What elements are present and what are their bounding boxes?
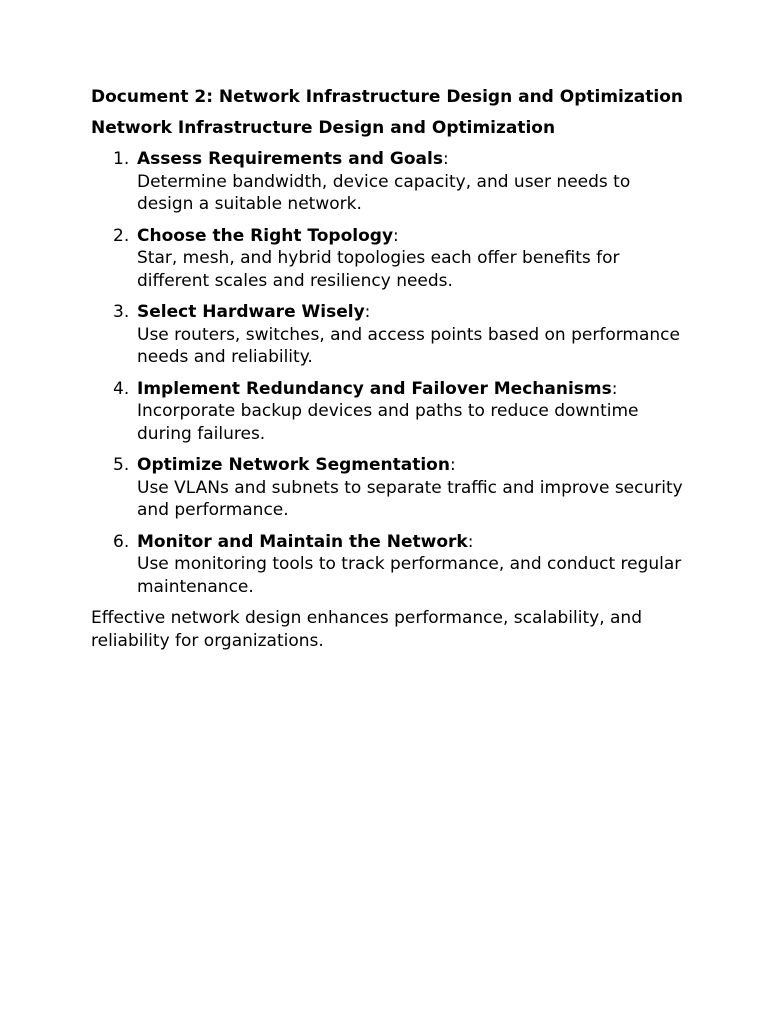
step-description: Determine bandwidth, device capacity, and user needs to design a suitable network. [137, 171, 631, 214]
step-heading: Choose the Right Topology [137, 225, 394, 246]
steps-list [91, 148, 691, 598]
step-heading: Assess Requirements and Goals [137, 149, 443, 169]
step-number: 1. [113, 149, 130, 169]
document-page [91, 86, 691, 652]
step-description: Star, mesh, and hybrid topologies each offer benefits for different scales and resiliency needs. [137, 248, 620, 291]
step-number: 6. [113, 531, 130, 552]
closing-paragraph: Effective network design enhances performance, scalability, and reliability for organizations. [91, 608, 642, 651]
document-title: Document 2: Network Infrastructure Design and Optimization [91, 87, 683, 107]
step-description: Incorporate backup devices and paths to reduce downtime during failures. [137, 401, 639, 444]
step-heading: Implement Redundancy and Failover Mechanisms [137, 378, 612, 399]
list-item [91, 301, 691, 369]
step-colon: : [364, 302, 371, 322]
step-number: 5. [113, 455, 130, 475]
step-number: 2. [113, 225, 130, 246]
step-colon: : [467, 531, 474, 552]
step-number: 3. [113, 302, 130, 322]
step-colon: : [393, 225, 399, 246]
step-heading: Monitor and Maintain the Network [137, 531, 468, 552]
step-colon: : [611, 378, 618, 399]
step-heading: Optimize Network Segmentation [137, 455, 450, 475]
document-subtitle: Network Infrastructure Design and Optimization [91, 118, 556, 138]
list-item [91, 531, 691, 599]
step-number: 4. [113, 378, 130, 399]
step-description: Use routers, switches, and access points based on performance needs and reliability. [137, 324, 680, 367]
step-colon: : [449, 455, 456, 475]
step-colon: : [442, 149, 449, 169]
step-description: Use VLANs and subnets to separate traffic and improve security and performance. [137, 477, 683, 520]
step-description: Use monitoring tools to track performance, and conduct regular maintenance. [137, 554, 682, 597]
list-item [91, 378, 691, 446]
list-item [91, 148, 691, 216]
step-heading: Select Hardware Wisely [137, 302, 365, 322]
list-item [91, 225, 691, 293]
list-item [91, 454, 691, 522]
